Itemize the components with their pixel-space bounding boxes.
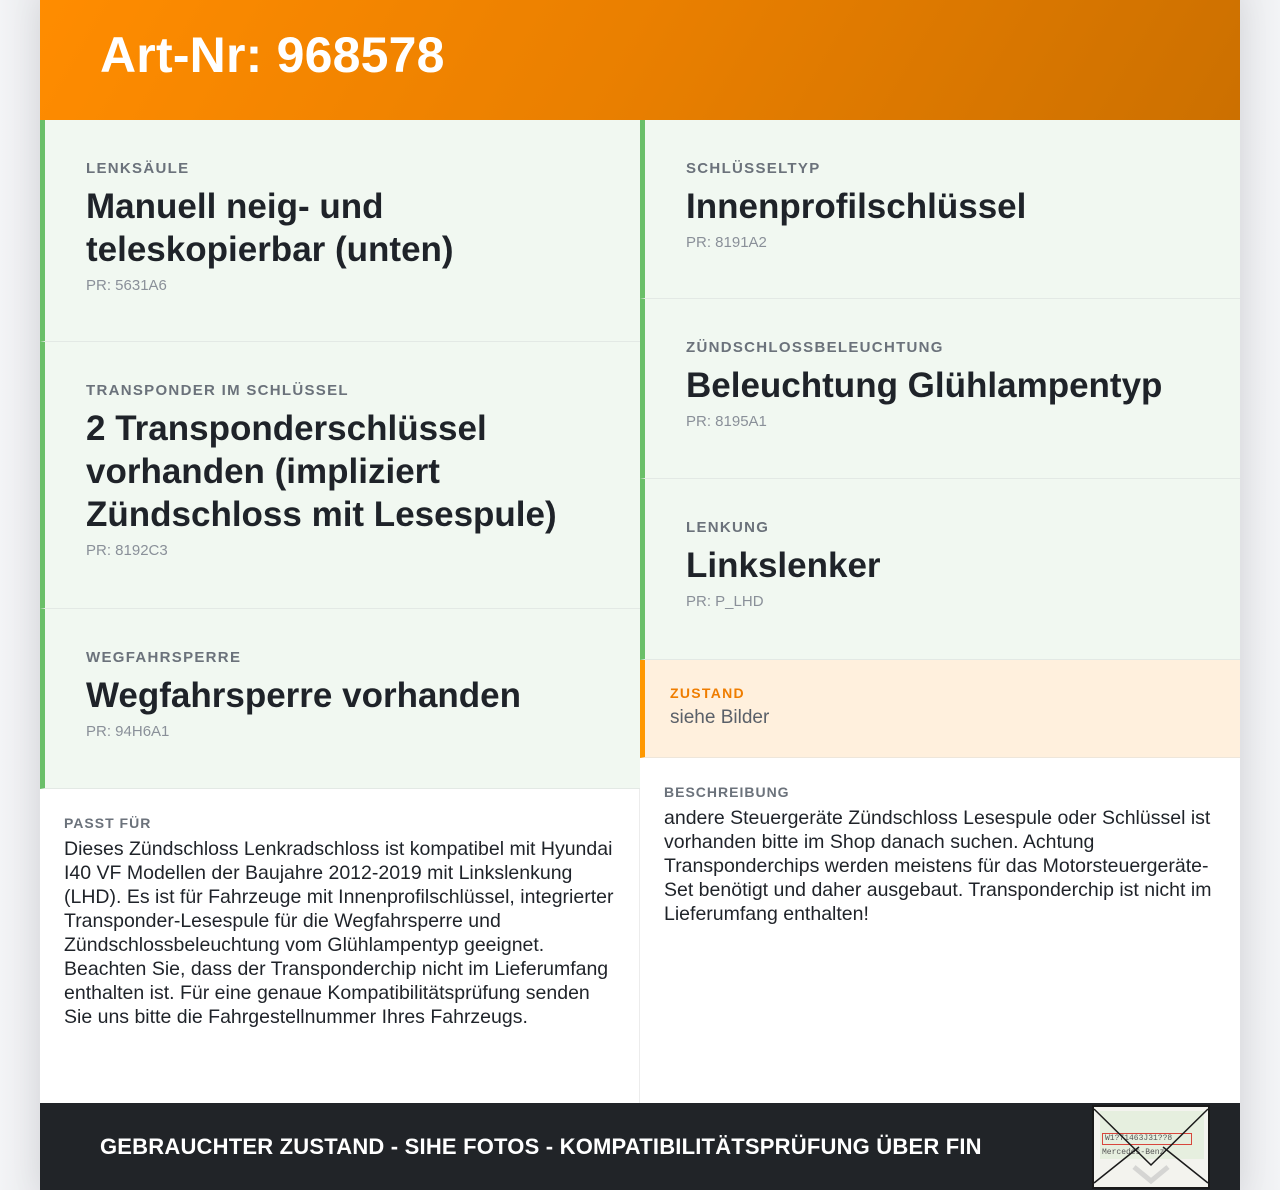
spec-card-transponder: [40, 342, 640, 609]
spec-label: SCHLÜSSELTYP: [686, 160, 821, 177]
footer-note: GEBRAUCHTER ZUSTAND - SIHE FOTOS - KOMPATIBILITÄTSPRÜFUNG ÜBER FIN: [100, 1134, 982, 1159]
spec-value: Linkslenker: [686, 546, 881, 585]
spec-card-wegfahrsperre: [40, 609, 640, 789]
spec-value: Wegfahrsperre vorhanden: [86, 676, 522, 715]
footer-bar: [40, 1103, 1240, 1190]
spec-label: WEGFAHRSPERRE: [86, 649, 242, 666]
envelope-vin-icon: [1092, 1105, 1210, 1189]
spec-pr-code: PR: P_LHD: [686, 593, 764, 610]
spec-pr-code: PR: 94H6A1: [86, 723, 170, 740]
spec-value: 2 Transponderschlüssel vorhanden (impliziert Zündschloss mit Lesespule): [86, 409, 557, 534]
spec-card-lenksaeule: [40, 120, 640, 342]
passt-fuer-section: [40, 789, 640, 1103]
zustand-value: siehe Bilder: [670, 707, 770, 728]
spec-value: Beleuchtung Glühlampentyp: [686, 366, 1163, 405]
spec-pr-code: PR: 8192C3: [86, 542, 168, 559]
spec-pr-code: PR: 8191A2: [686, 234, 767, 251]
spec-value: Manuell neig- und teleskopierbar (unten): [86, 187, 454, 269]
spec-pr-code: PR: 5631A6: [86, 277, 167, 294]
spec-pr-code: PR: 8195A1: [686, 413, 767, 430]
spec-label: LENKSÄULE: [86, 160, 190, 177]
spec-label: TRANSPONDER IM SCHLÜSSEL: [86, 382, 349, 399]
beschreibung-label: BESCHREIBUNG: [664, 784, 790, 800]
right-column: [640, 120, 1240, 1103]
spec-label: LENKUNG: [686, 519, 770, 536]
passt-fuer-text: Dieses Zündschloss Lenkradschloss ist kompatibel mit Hyundai I40 VF Modellen der Baujahre 2012-2019 mit Linkslenkung (LHD). Es ist für Fahrzeuge mit Innenprofilschlüssel, integrierter Transponder-Lesespule für die Wegfahrsperre und Zündschlossbeleuchtung vom Glühlampentyp geeignet. Beachten Sie, dass der Transponderchip nicht im Lieferumfang enthalten ist. Für eine genaue Kompatibilitätsprüfung senden Sie uns bitte die Fahrgestellnummer Ihres Fahrzeugs.: [64, 838, 614, 1028]
zustand-box: [640, 660, 1240, 758]
envelope-flap-icon: [1094, 1107, 1208, 1187]
left-column: [40, 120, 640, 1103]
vehicle-brand: Mercedes-Benz: [1102, 1148, 1165, 1157]
passt-fuer-label: PASST FÜR: [64, 815, 152, 831]
beschreibung-section: [640, 758, 1240, 1103]
column-divider: [639, 789, 640, 1103]
spec-value: Innenprofilschlüssel: [686, 187, 1027, 226]
zustand-label: ZUSTAND: [670, 685, 745, 701]
article-number-title: Art-Nr: 968578: [100, 27, 445, 83]
product-sheet: [40, 0, 1240, 1190]
spec-card-lenkung: [640, 479, 1240, 660]
beschreibung-text: andere Steuergeräte Zündschloss Lesespule oder Schlüssel ist vorhanden bitte im Shop danach suchen. Achtung Transponderchips werden meistens für das Motorsteuergeräte-Set benötigt und daher ausgebaut. Transponderchip ist nicht im Lieferumfang enthalten!: [664, 807, 1212, 925]
spec-card-schluesseltyp: [640, 120, 1240, 299]
vin-number: W1?71463J31??8: [1102, 1133, 1192, 1145]
spec-label: ZÜNDSCHLOSSBELEUCHTUNG: [686, 339, 944, 356]
header-banner: [40, 0, 1240, 120]
spec-card-zuendschlossbeleuchtung: [640, 299, 1240, 479]
